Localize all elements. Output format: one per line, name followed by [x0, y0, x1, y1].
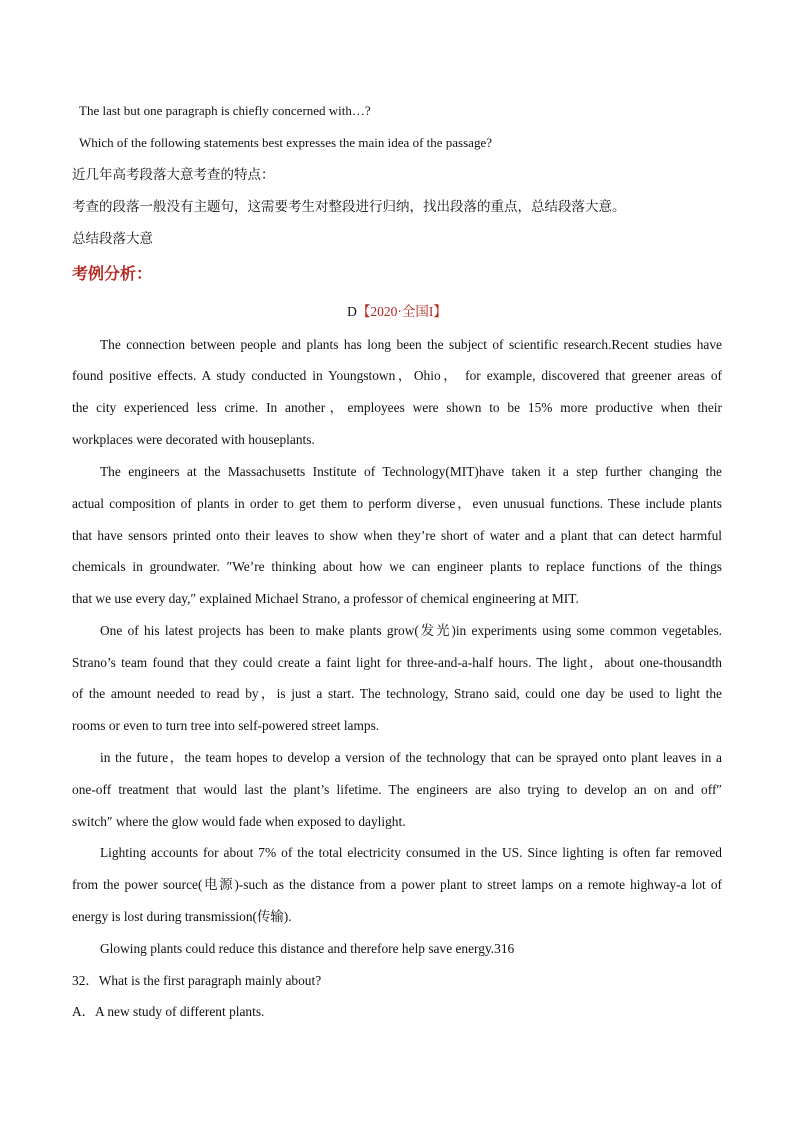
- section-title: 考例分析：: [72, 264, 153, 283]
- intro-question-1: The last but one paragraph is chiefly concerned with…?: [79, 103, 371, 118]
- passage-line: One of his latest projects has been to make plants grow(发光)in experiments using some common vegetables.: [100, 623, 722, 638]
- passage-line: Glowing plants could reduce this distance and therefore help save energy.316: [100, 941, 515, 956]
- notes-detail: 考查的段落一般没有主题句，这需要考生对整段进行归纳，找出段落的重点，总结段落大意。: [72, 199, 626, 215]
- question-32-option-a: A．A new study of different plants.: [72, 1004, 265, 1019]
- passage-line: the city experienced less crime. In another，employees were shown to be 15% more productive when their: [72, 400, 722, 415]
- question-32: 32．What is the first paragraph mainly about?: [72, 973, 322, 988]
- passage-line: that have sensors printed onto their leaves to show when they’re short of water and a plant that can detect harmful: [72, 528, 722, 543]
- passage-line: of the amount needed to read by，is just a start. The technology, Strano said, could one day be used to light the: [72, 686, 722, 701]
- passage-line: workplaces were decorated with houseplants.: [72, 432, 315, 447]
- passage-line: that we use every day,″ explained Michael Strano, a professor of chemical engineering at MIT.: [72, 591, 579, 606]
- intro-question-2: Which of the following statements best expresses the main idea of the passage?: [79, 135, 492, 150]
- passage-source-tag: 【2020·全国I】: [356, 304, 447, 319]
- passage-line: chemicals in groundwater. ″We’re thinking about how we can engineer plants to replace functions of the things: [72, 559, 722, 574]
- passage-line: The engineers at the Massachusetts Institute of Technology(MIT)have taken it a step further changing the: [100, 464, 722, 479]
- passage-line: energy is lost during transmission(传输).: [72, 909, 292, 924]
- passage-line: found positive effects. A study conducted in Youngstown，Ohio， for example, discovered that greener areas of: [72, 368, 722, 383]
- passage-line: rooms or even to turn tree into self-powered street lamps.: [72, 718, 380, 733]
- passage-letter: D: [347, 304, 357, 319]
- passage-line: actual composition of plants in order to get them to perform diverse，even unusual functions. These include plants: [72, 496, 722, 511]
- passage-line: Lighting accounts for about 7% of the total electricity consumed in the US. Since lighting is often far removed: [100, 845, 722, 860]
- passage-line: one-off treatment that would last the plant’s lifetime. The engineers are also trying to develop an on and off″: [72, 782, 722, 797]
- passage-line: switch″ where the glow would fade when exposed to daylight.: [72, 814, 406, 829]
- passage-line: from the power source(电源)-such as the distance from a power plant to street lamps on a remote highway-a lot of: [72, 877, 722, 892]
- notes-summary: 总结段落大意: [72, 231, 153, 247]
- passage-line: Strano’s team found that they could create a faint light for three-and-a-half hours. The light，about one-thousandth: [72, 655, 722, 670]
- notes-heading: 近几年高考段落大意考查的特点：: [72, 167, 275, 183]
- passage-line: in the future，the team hopes to develop a version of the technology that can be sprayed onto plant leaves in a: [100, 750, 722, 765]
- passage-source: [0, 303, 794, 321]
- passage-line: The connection between people and plants has long been the subject of scientific research.Recent studies have: [100, 337, 722, 352]
